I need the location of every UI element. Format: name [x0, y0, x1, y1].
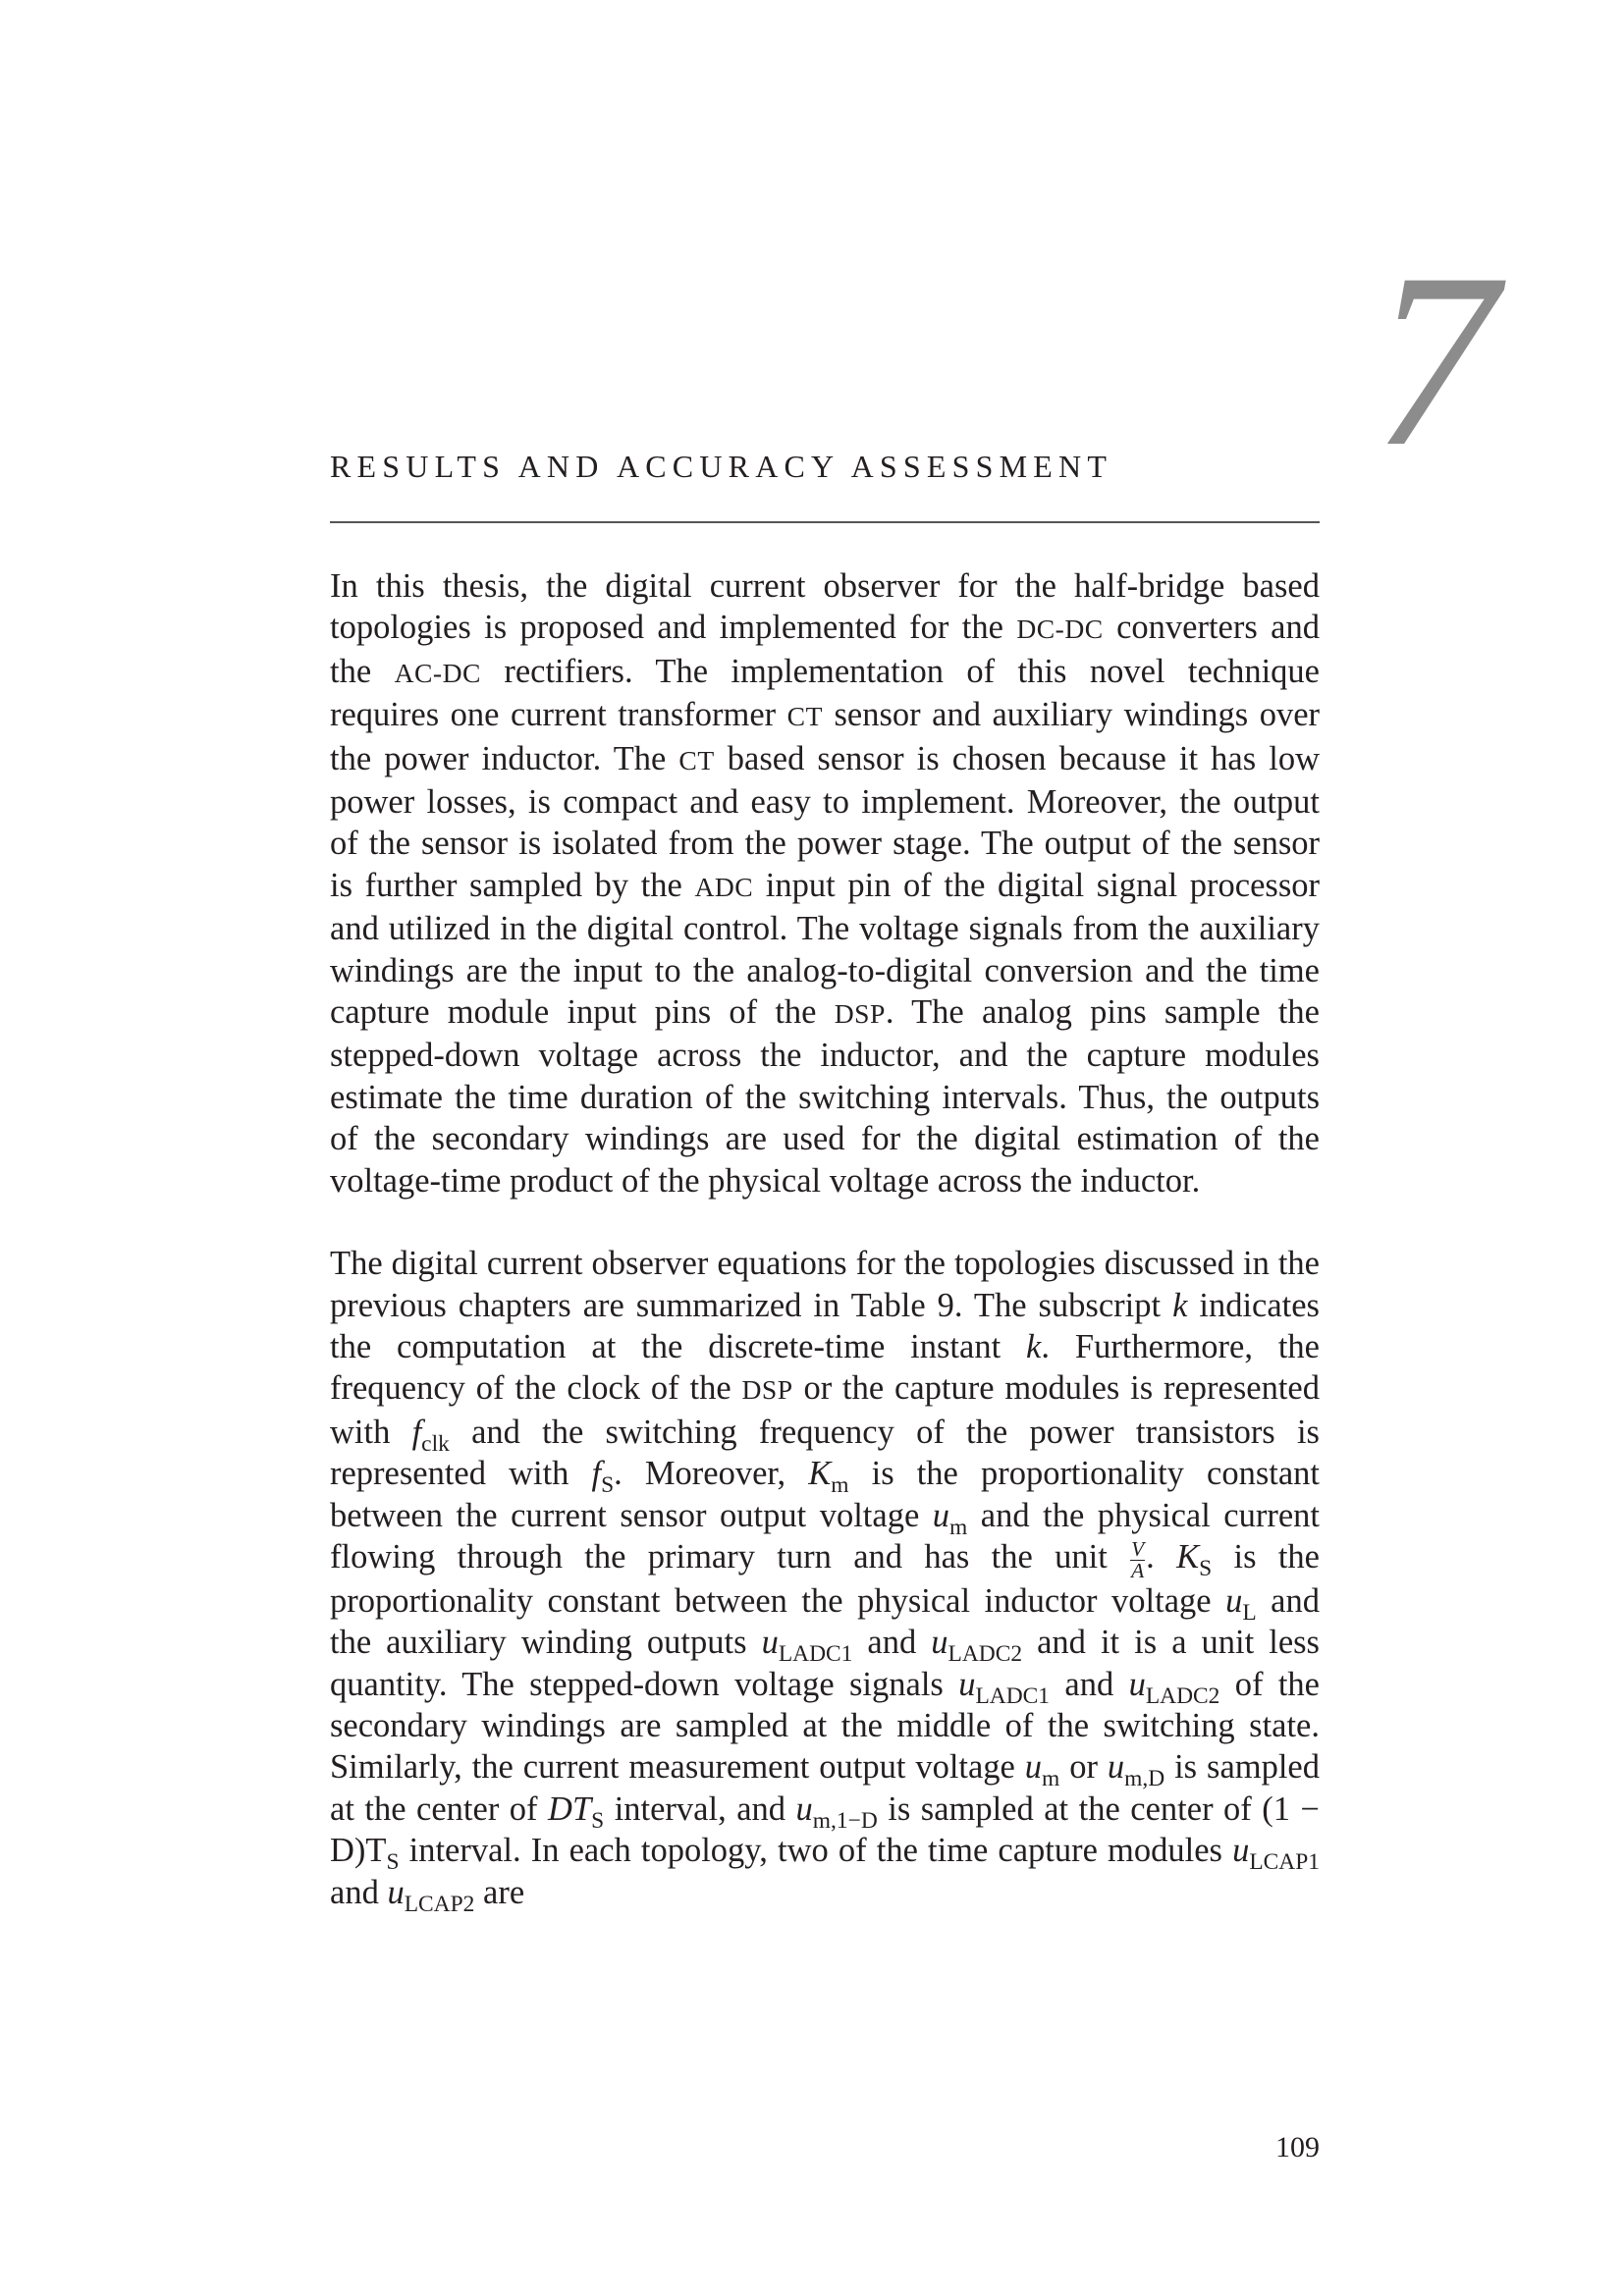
table-reference-link[interactable]: Table 9 [850, 1286, 954, 1324]
paragraph-1 [330, 565, 1320, 1201]
text-run: converters and the [330, 609, 1320, 690]
math-subscript: m [831, 1472, 849, 1499]
math-symbol: k [1026, 1327, 1042, 1365]
text-run: is sampled at the center of [877, 1789, 1263, 1828]
math-subscript: L [1242, 1599, 1257, 1626]
math-expression: (1 − D)T [330, 1789, 1320, 1870]
text-run: interval. In each topology, two of the time capture modules [399, 1832, 1233, 1870]
math-subscript: S [386, 1849, 400, 1876]
text-run: sensor and auxiliary windings over the power inductor. The [330, 696, 1320, 777]
text-run: rectifiers. The implementation of this novel technique requires one current transformer [330, 652, 1320, 734]
text-run: or [1059, 1748, 1108, 1787]
acronym-acdc: AC-DC [394, 657, 481, 688]
text-run: and [852, 1624, 932, 1662]
acronym-adc: ADC [694, 871, 754, 902]
math-symbol: u [761, 1624, 779, 1662]
math-subscript: m,D [1124, 1766, 1165, 1792]
text-run: and the auxiliary winding outputs [330, 1581, 1320, 1662]
math-subscript: m [949, 1514, 968, 1540]
math-symbol: u [1128, 1665, 1146, 1703]
math-subscript: LADC1 [778, 1641, 853, 1668]
text-run: and the physical current flowing through the primary turn and has the unit [330, 1496, 1320, 1575]
math-subscript: m [1042, 1766, 1060, 1792]
text-run: . Furthermore, the frequency of the clock of the [330, 1327, 1320, 1408]
chapter-title: RESULTS AND ACCURACY ASSESSMENT [330, 449, 1113, 484]
math-subscript: clk [421, 1430, 450, 1457]
text-run: of the secondary windings are sampled at the middle of the switching state. Similarly, the current measurement output voltage [330, 1665, 1320, 1787]
text-run: are [474, 1873, 525, 1911]
math-symbol: u [1225, 1581, 1243, 1620]
page-number: 109 [1275, 2131, 1320, 2163]
title-rule [330, 521, 1320, 523]
text-run: or the capture modules is represented with [330, 1369, 1320, 1451]
math-symbol: K [1176, 1537, 1200, 1575]
math-subscript: m,1−D [812, 1807, 878, 1834]
math-symbol: k [1172, 1286, 1188, 1324]
math-symbol: u [1107, 1748, 1125, 1787]
text-run: is the proportionality constant between the physical inductor voltage [330, 1537, 1320, 1620]
math-subscript: LADC2 [1145, 1682, 1220, 1709]
text-run: interval, and [604, 1789, 796, 1828]
text-run: input pin of the digital signal processor and utilized in the digital control. The voltage signals from the auxiliary windings are the input to the analog-to-digital conversion and the time capture module input pins of the [330, 866, 1320, 1032]
math-subscript: S [1199, 1555, 1213, 1581]
math-symbol: u [931, 1624, 948, 1662]
text-run: . The subscript [953, 1286, 1173, 1324]
math-subscript: LADC2 [947, 1641, 1023, 1668]
text-run: and the switching frequency of the power transistors is represented with [330, 1413, 1320, 1493]
text-run: . [1146, 1537, 1177, 1575]
math-subscript: S [601, 1472, 615, 1499]
text-run: . Moreover, [614, 1455, 809, 1493]
text-run: based sensor is chosen because it has low power losses, is compact and easy to implement. Moreover, the output of the sensor is isolated from the power stage. The output of the sensor is further sampled by the [330, 739, 1320, 904]
math-subscript: LCAP1 [1249, 1849, 1320, 1876]
chapter-number: 7 [1373, 222, 1497, 498]
text-run: is sampled at the center of [330, 1748, 1320, 1828]
acronym-ct: CT [786, 701, 823, 732]
math-symbol: u [958, 1665, 976, 1703]
fraction-numerator: V [1131, 1537, 1145, 1562]
math-symbol: u [1024, 1748, 1043, 1787]
unit-fraction [1130, 1539, 1145, 1580]
text-run: is the proportionality constant between the current sensor output voltage [330, 1455, 1320, 1534]
math-subscript: LCAP2 [404, 1891, 475, 1917]
text-run: and it is a unit less quantity. The stepped-down voltage signals [330, 1624, 1320, 1703]
math-subscript: LADC1 [975, 1682, 1051, 1709]
text-run: The digital current observer equations for the topologies discussed in the previous chapters are summarized in [330, 1245, 1320, 1324]
math-symbol: f [591, 1455, 602, 1493]
body-text [330, 565, 1320, 1917]
math-symbol: DT [548, 1789, 592, 1828]
math-symbol: u [795, 1789, 813, 1828]
math-symbol: u [387, 1873, 405, 1911]
math-symbol: K [808, 1455, 832, 1493]
acronym-dsp: DSP [834, 998, 886, 1030]
acronym-dcdc: DC-DC [1016, 614, 1104, 645]
text-run: In this thesis, the digital current observer for the half-bridge based topologies is proposed and implemented for the [330, 567, 1320, 647]
math-symbol: f [411, 1413, 422, 1451]
math-subscript: S [591, 1807, 605, 1834]
acronym-ct: CT [678, 744, 715, 775]
text-run: indicates the computation at the discrete-time instant [330, 1286, 1320, 1365]
acronym-dsp: DSP [741, 1374, 793, 1406]
fraction-denominator: A [1131, 1558, 1145, 1582]
text-run: and [1050, 1665, 1129, 1703]
text-run: and [330, 1873, 388, 1911]
math-symbol: u [1232, 1832, 1250, 1870]
paragraph-2 [330, 1243, 1320, 1917]
text-run: . The analog pins sample the stepped-down voltage across the inductor, and the capture modules estimate the time duration of the switching intervals. Thus, the outputs of the secondary windings are used for the digital estimation of the voltage-time product of the physical voltage across the inductor. [330, 993, 1320, 1200]
math-symbol: u [932, 1496, 950, 1534]
